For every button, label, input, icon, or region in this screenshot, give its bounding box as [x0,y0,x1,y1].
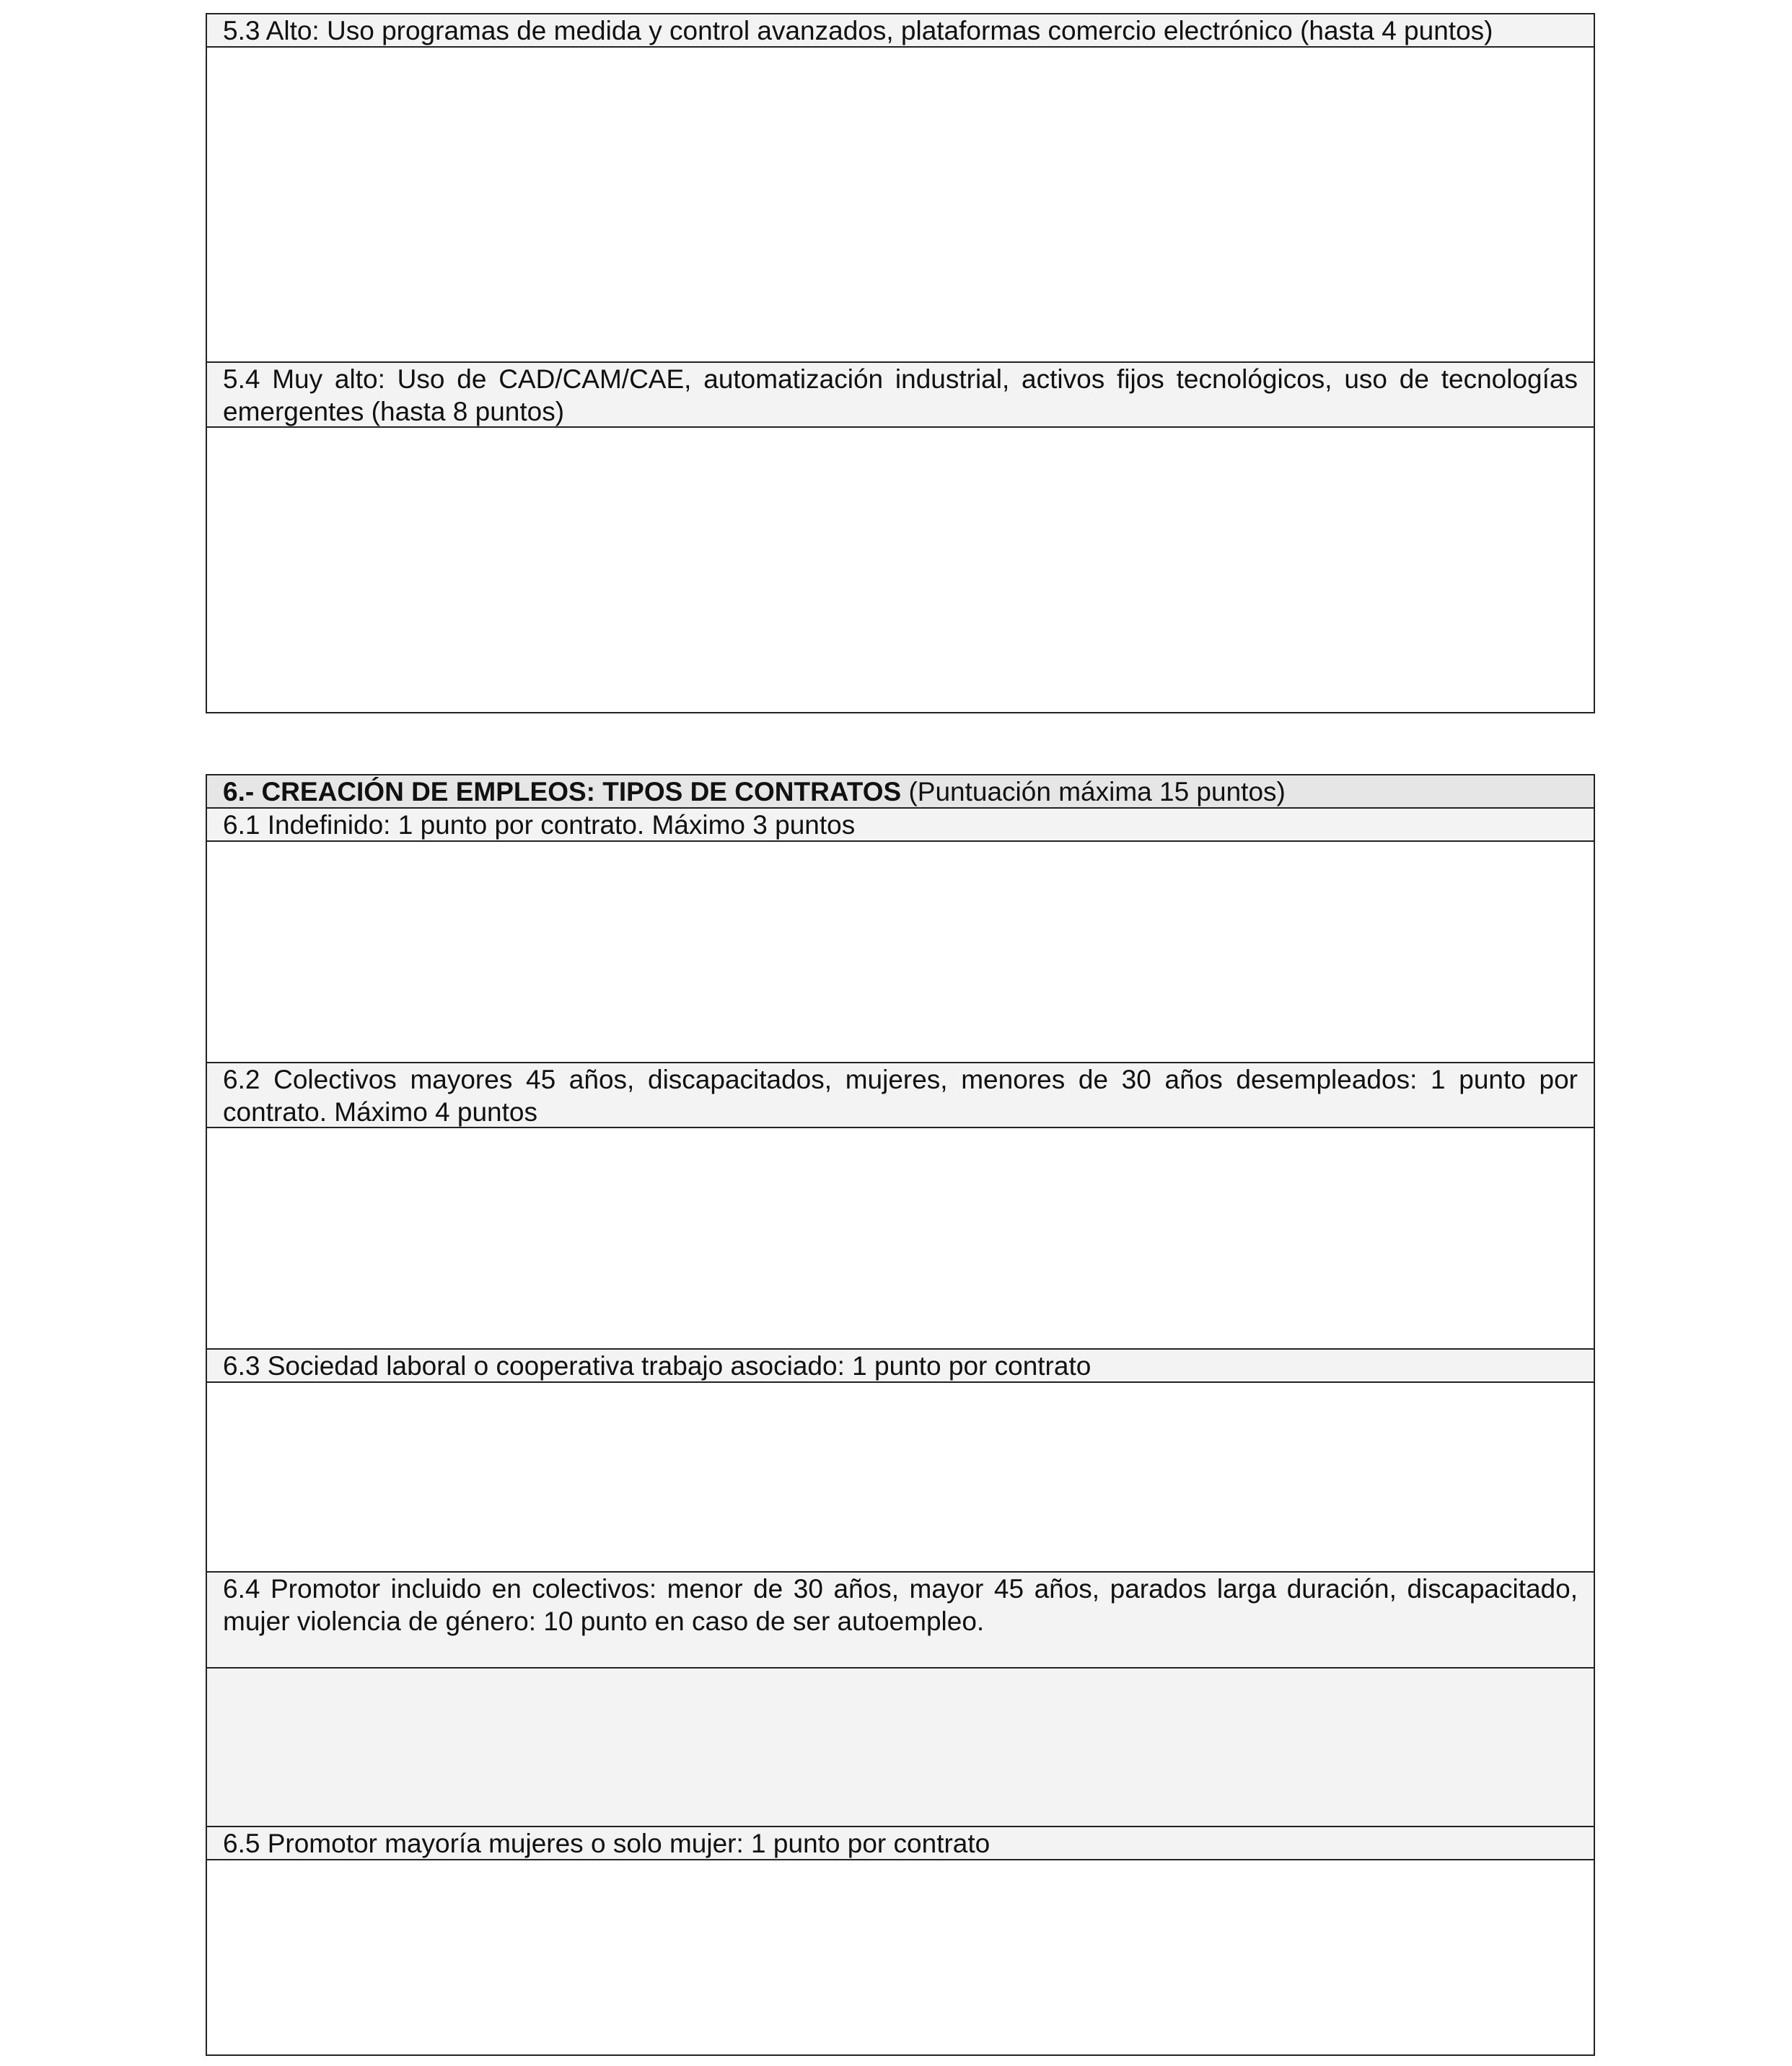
section-6-header [207,775,1594,809]
item-6-1-label [207,809,1594,842]
item-5-4-text: 5.4 Muy alto: Uso de CAD/CAM/CAE, automatización industrial, activos fijos tecnológicos, uso de tecnologías emergentes (hasta 8 puntos) [223,364,1578,426]
item-6-2-label [207,1063,1594,1128]
section-5-table [206,13,1595,713]
item-5-3-text: 5.3 Alto: Uso programas de medida y control avanzados, plataformas comercio electrónico (hasta 4 puntos) [223,16,1493,45]
item-5-3-answer-field[interactable] [207,48,1594,363]
item-6-4-answer-field[interactable] [207,1669,1594,1827]
item-6-2-text: 6.2 Colectivos mayores 45 años, discapacitados, mujeres, menores de 30 años desempleados: 1 punto por contrato. Máximo 4 puntos [223,1065,1578,1127]
section-6-title: 6.- CREACIÓN DE EMPLEOS: TIPOS DE CONTRATOS [223,777,902,806]
item-6-3-label [207,1350,1594,1383]
item-6-1-text: 6.1 Indefinido: 1 punto por contrato. Máximo 3 puntos [223,810,856,840]
item-5-4-answer-field[interactable] [207,428,1594,711]
item-6-1-answer-field[interactable] [207,842,1594,1063]
item-5-4-label [207,363,1594,428]
section-6-table [206,774,1595,2056]
item-6-5-text: 6.5 Promotor mayoría mujeres o solo mujer: 1 punto por contrato [223,1829,991,1858]
item-6-3-text: 6.3 Sociedad laboral o cooperativa trabajo asociado: 1 punto por contrato [223,1351,1092,1381]
item-6-5-answer-field[interactable] [207,1860,1594,2051]
section-6-subtitle: (Puntuación máxima 15 puntos) [908,777,1286,806]
item-6-5-label [207,1827,1594,1860]
item-6-2-answer-field[interactable] [207,1128,1594,1350]
item-6-4-text: 6.4 Promotor incluido en colectivos: menor de 30 años, mayor 45 años, parados larga duración, discapacitado, mujer violencia de género: 10 punto en caso de ser autoempleo. [223,1574,1578,1636]
item-6-4-label [207,1573,1594,1669]
item-5-3-label [207,14,1594,48]
item-6-3-answer-field[interactable] [207,1383,1594,1573]
